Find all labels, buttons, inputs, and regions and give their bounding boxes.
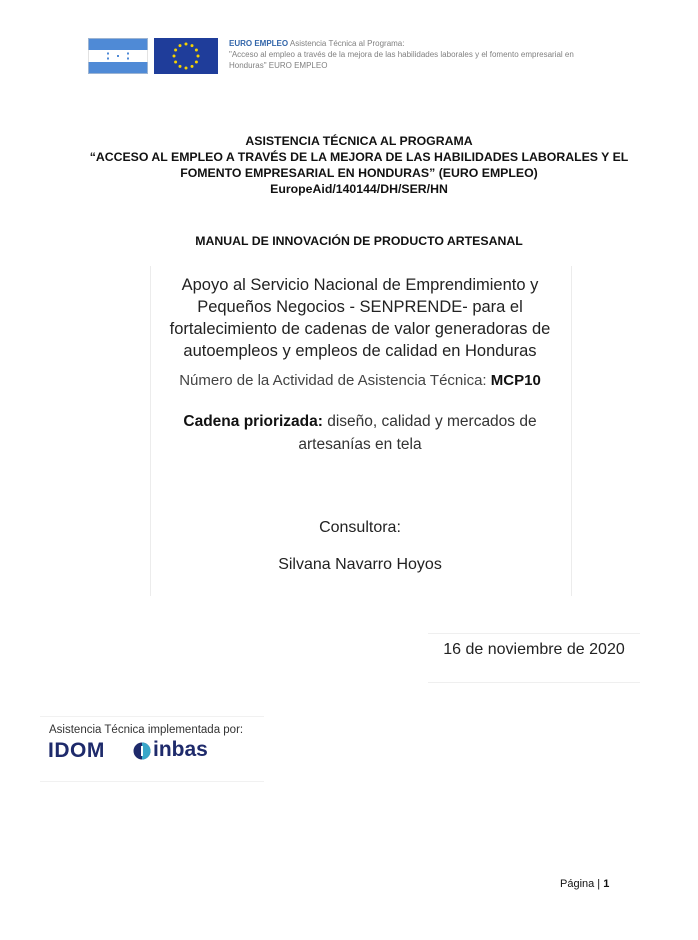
title-line-2: “ACCESO AL EMPLEO A TRAVÉS DE LA MEJORA DE LAS HABILIDADES LABORALES Y EL: [89, 150, 629, 164]
document-date: 16 de noviembre de 2020: [443, 641, 625, 658]
inbas-logo-mark-icon: [131, 740, 153, 762]
consultant-name: Silvana Navarro Hoyos: [278, 556, 442, 573]
footer-label: Página |: [560, 878, 604, 890]
european-union-flag-icon: [154, 38, 218, 74]
consultant-label: Consultora:: [319, 519, 401, 536]
idom-logo: IDOM: [48, 739, 105, 762]
program-title-block: [60, 133, 658, 197]
support-line-1: Apoyo al Servicio Nacional de Emprendimiento y: [181, 276, 539, 294]
inbas-logo: inbas: [153, 738, 208, 761]
page-number: 1: [603, 878, 610, 890]
title-line-4: EuropeAid/140144/DH/SER/HN: [270, 182, 448, 196]
manual-title: MANUAL DE INNOVACIÓN DE PRODUCTO ARTESANAL: [195, 234, 523, 248]
title-line-3: FOMENTO EMPRESARIAL EN HONDURAS” (EURO EMPLEO): [180, 166, 538, 180]
header-line1: Asistencia Técnica al Programa:: [288, 39, 405, 48]
title-line-1: ASISTENCIA TÉCNICA AL PROGRAMA: [245, 134, 473, 148]
activity-code: MCP10: [490, 372, 541, 389]
implementer-label: Asistencia Técnica implementada por:: [49, 724, 244, 736]
chain-label: Cadena priorizada:: [183, 413, 323, 430]
support-description: [150, 274, 570, 362]
header-line3: Honduras" EURO EMPLEO: [229, 61, 328, 70]
support-line-2: Pequeños Negocios - SENPRENDE- para el: [197, 298, 523, 316]
prioritized-chain: [150, 410, 570, 456]
header-program-text: [229, 38, 629, 71]
support-line-3: fortalecimiento de cadenas de valor generadoras de: [169, 320, 551, 338]
chain-text-line-1: diseño, calidad y mercados de: [322, 413, 537, 430]
honduras-flag-icon: [88, 38, 148, 74]
header-line2: "Acceso al empleo a través de la mejora de las habilidades laborales y el fomento empresarial en: [229, 50, 574, 59]
support-line-4: autoempleos y empleos de calidad en Honduras: [183, 342, 537, 360]
chain-text-line-2: artesanías en tela: [298, 436, 422, 453]
activity-label: Número de la Actividad de Asistencia Técnica:: [179, 372, 491, 389]
page-footer: [560, 878, 609, 890]
header-brand: EURO EMPLEO: [229, 39, 289, 48]
activity-number: [150, 372, 570, 389]
